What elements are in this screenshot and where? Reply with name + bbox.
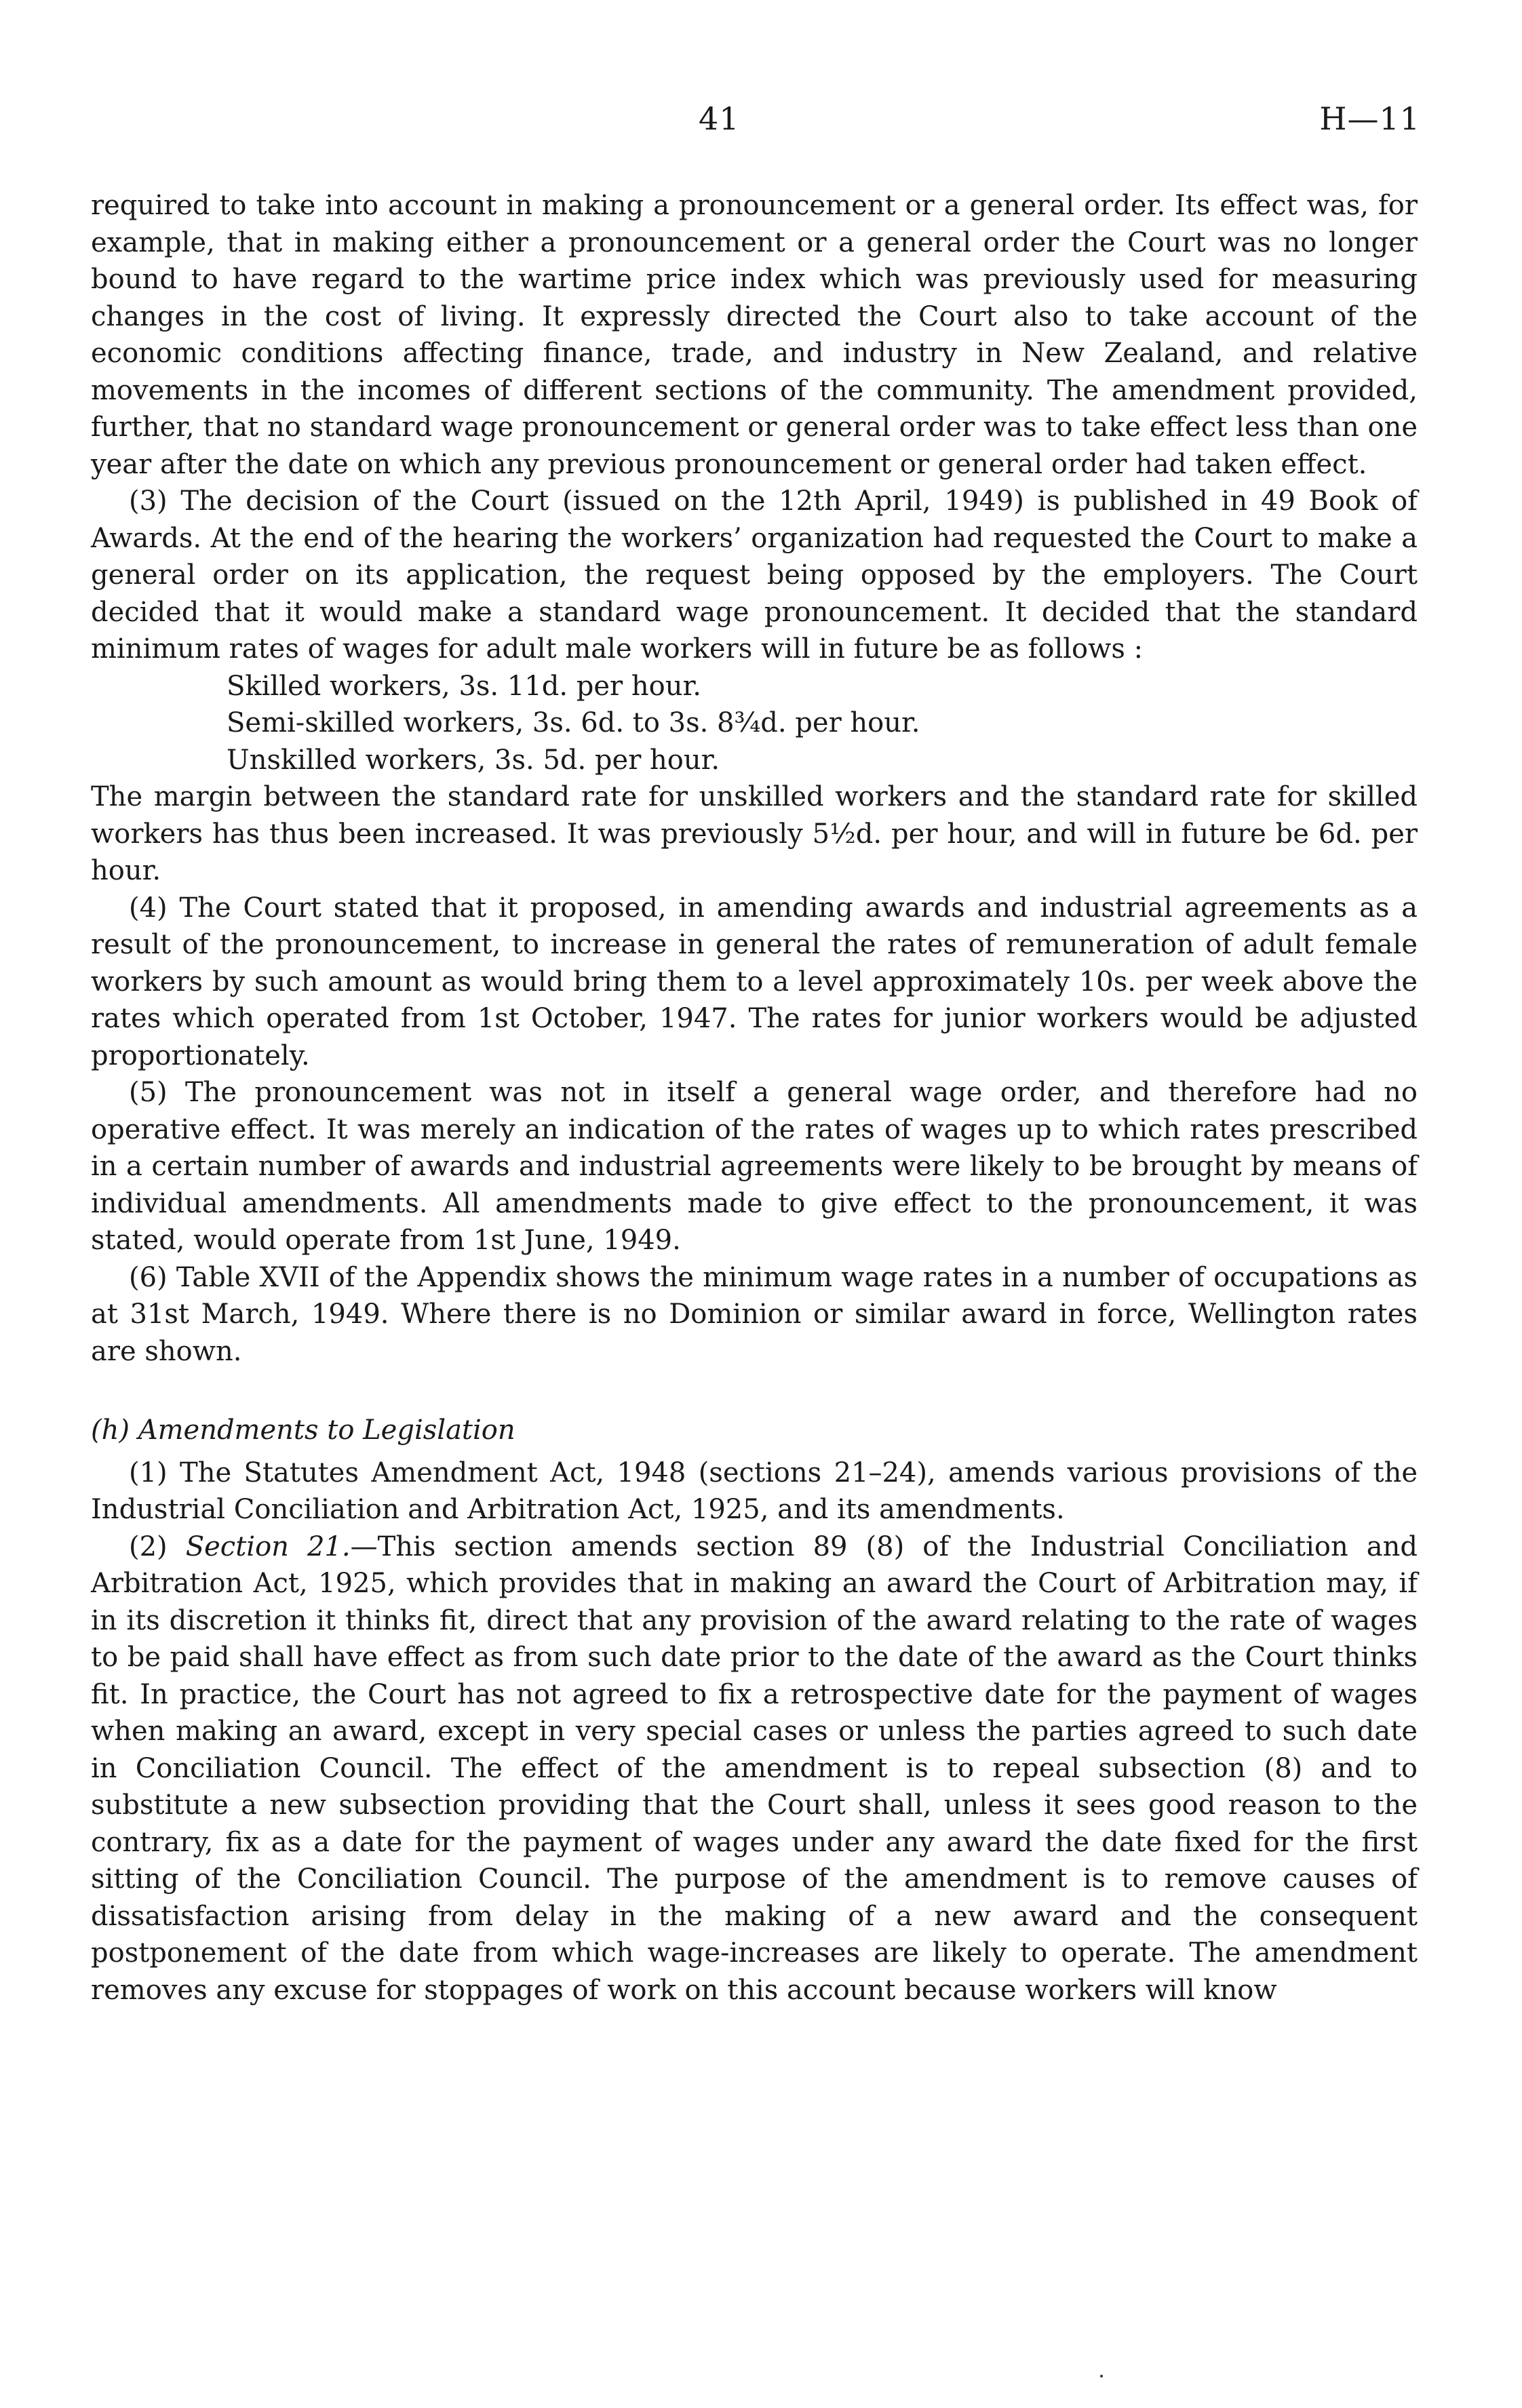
section-title: Amendments to Legislation: [138, 1415, 515, 1446]
paragraph-h2-number: (2): [129, 1531, 186, 1562]
rate-unskilled: Unskilled workers, 3s. 5d. per hour.: [227, 744, 720, 776]
paragraph-5: (5) The pronouncement was not in itself a general wage order, and therefore had no operative effect. It was merely an indication of the rates of wages up to which rates prescribed in a certain number of awards and industrial agreements were likely to be brought by means of individual amendments. All amendments made to give effect to the pronouncement, it was stated, would operate from 1st June, 1949.: [91, 1077, 1418, 1256]
paragraph-4: (4) The Court stated that it proposed, in amending awards and industrial agreements as a result of the pronouncement, to increase in general the rates of remuneration of adult female workers by such amount as would bring them to a level approximately 10s. per week above the rates which operated from 1st October, 1947. The rates for junior workers would be adjusted proportionately.: [91, 892, 1418, 1071]
paragraph-h1: (1) The Statutes Amendment Act, 1948 (sections 21–24), amends various provisions of the Industrial Conciliation and Arbitration Act, 1925, and its amendments.: [91, 1457, 1418, 1525]
paragraph-6: (6) Table XVII of the Appendix shows the minimum wage rates in a number of occupations as at 31st March, 1949. Where there is no Dominion or similar award in force, Wellington rates are shown.: [91, 1261, 1418, 1367]
paragraph-margin: The margin between the standard rate for unskilled workers and the standard rate for skilled workers has thus been increased. It was previously 5½d. per hour, and will in future be 6d. per hour.: [91, 781, 1418, 886]
document-body: [91, 187, 1418, 2009]
section-reference: Section 21.: [185, 1531, 351, 1562]
document-reference: H—11: [1319, 100, 1420, 137]
paragraph-continued: required to take into account in making a pronouncement or a general order. Its effect was, for example, that in making either a pronouncement or a general order the Court was no longer bound to have regard to the wartime price index which was previously used for measuring changes in the cost of living. It expressly directed the Court also to take account of the economic conditions affecting finance, trade, and industry in New Zealand, and relative movements in the incomes of different sections of the community. The amendment provided, further, that no standard wage pronouncement or general order was to take effect less than one year after the date on which any previous pronouncement or general order had taken effect.: [91, 190, 1418, 480]
page-number: 41: [699, 100, 740, 137]
rate-semi-skilled: Semi-skilled workers, 3s. 6d. to 3s. 8¾d. per hour.: [227, 707, 920, 738]
paragraph-h2: [91, 1528, 1418, 2009]
section-heading: [91, 1412, 1418, 1449]
rate-skilled: Skilled workers, 3s. 11d. per hour.: [227, 670, 701, 702]
paragraph-3: (3) The decision of the Court (issued on the 12th April, 1949) is published in 49 Book of Awards. At the end of the hearing the workers’ organization had requested the Court to make a general order on its application, the request being opposed by the employers. The Court decided that it would make a standard wage pronouncement. It decided that the standard minimum rates of wages for adult male workers will in future be as follows :: [91, 486, 1418, 665]
section-label: (h): [91, 1415, 130, 1446]
scan-speck: [1100, 2375, 1103, 2377]
wage-rates-list: [91, 668, 1418, 779]
paragraph-h2-text: —This section amends section 89 (8) of the Industrial Conciliation and Arbitration Act, 1925, which provides that in making an award the Court of Arbitration may, if in its discretion it thinks fit, direct that any provision of the award relating to the rate of wages to be paid shall have effect as from such date prior to the date of the award as the Court thinks fit. In practice, the Court has not agreed to fix a retrospective date for the payment of wages when making an award, except in very special cases or unless the parties agreed to such date in Conciliation Council. The effect of the amendment is to repeal subsection (8) and to substitute a new subsection providing that the Court shall, unless it sees good reason to the contrary, fix as a date for the payment of wages under any award the date fixed for the first sitting of the Conciliation Council. The purpose of the amendment is to remove causes of dissatisfaction arising from delay in the making of a new award and the consequent postponement of the date from which wage-increases are likely to operate. The amendment removes any excuse for stoppages of work on this account because workers will know: [91, 1531, 1418, 2006]
